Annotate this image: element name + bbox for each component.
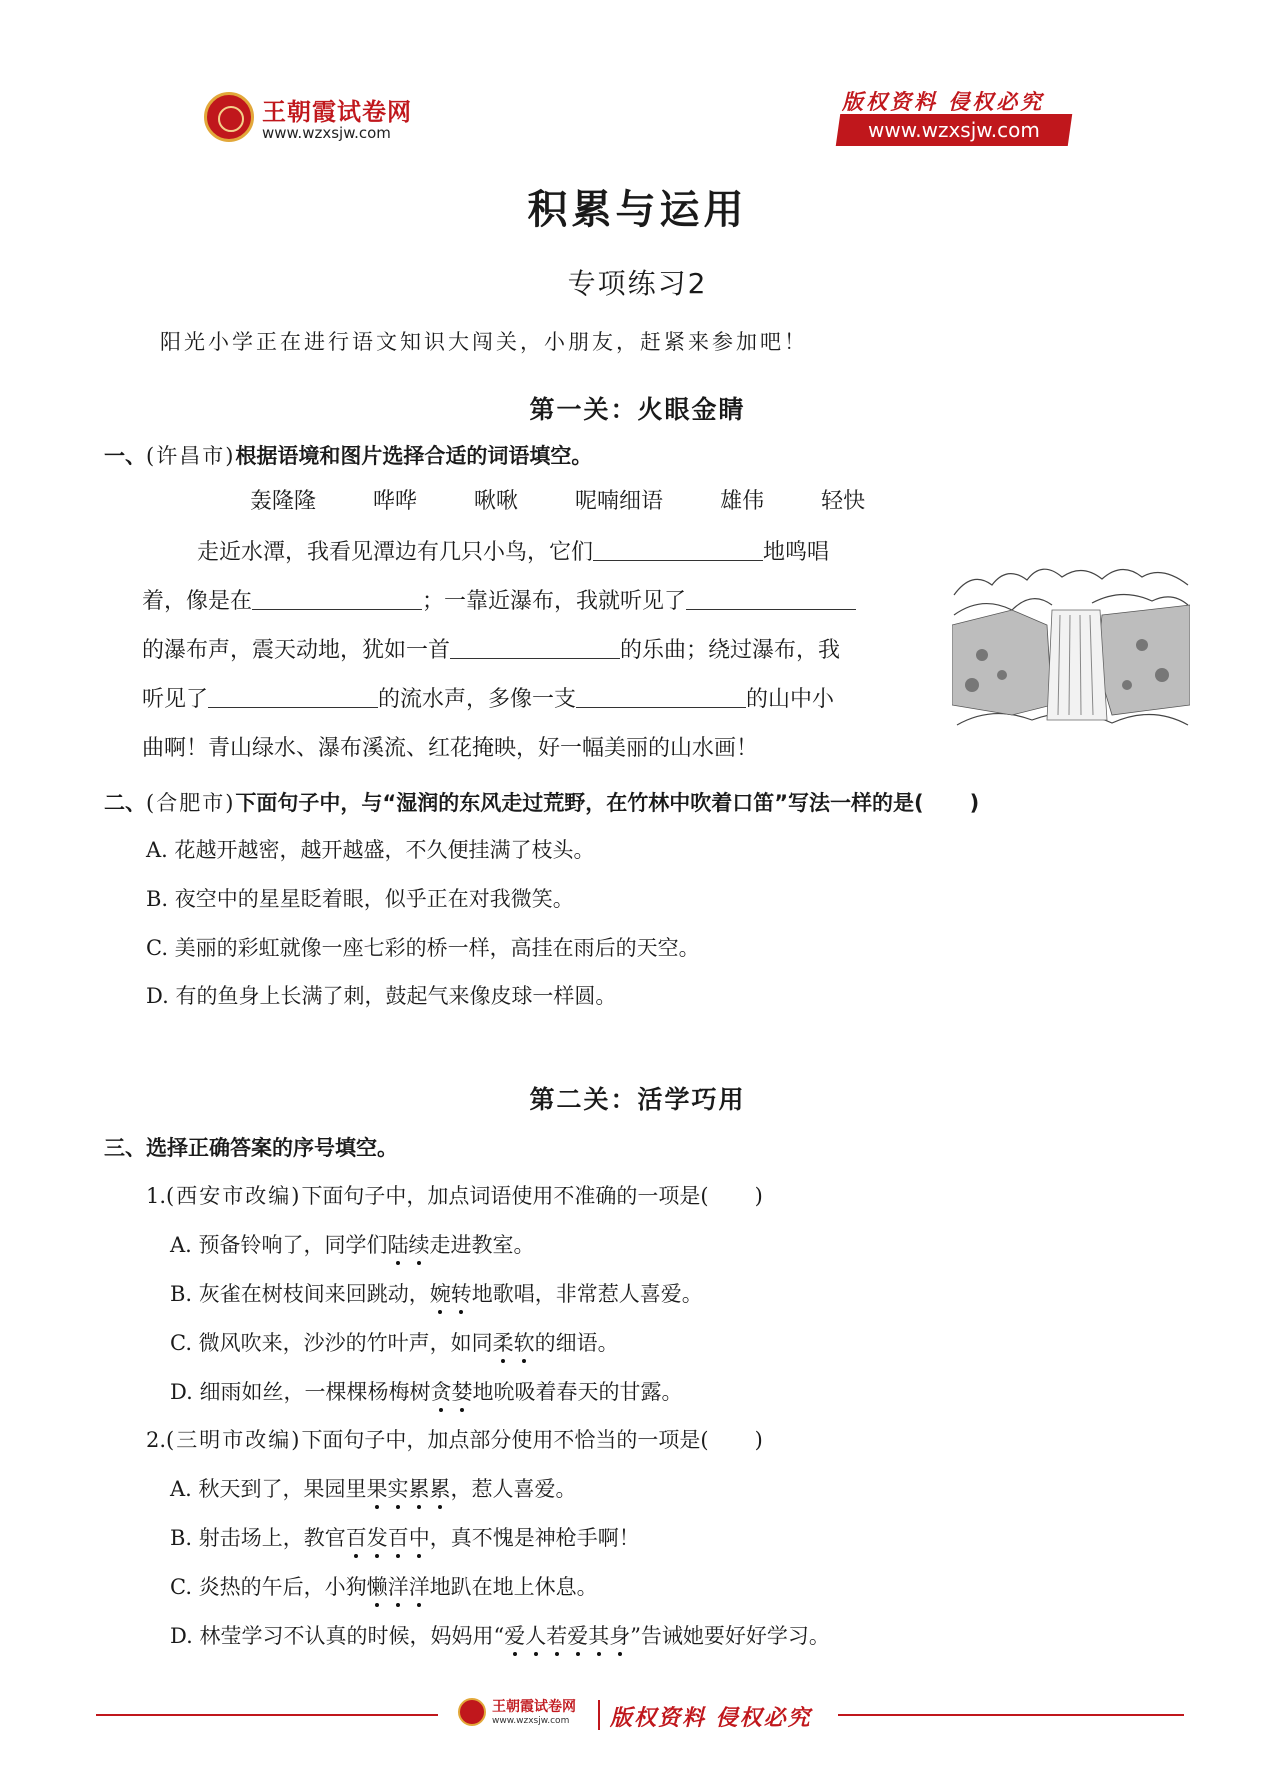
passage-text: 地鸣唱 (763, 540, 830, 565)
seal-logo-icon (458, 1698, 486, 1726)
question-3-heading (104, 1132, 398, 1162)
dotted-word (367, 1575, 430, 1599)
dotted-word (430, 1380, 472, 1404)
dotted-char: 柔 (492, 1331, 514, 1355)
logo-name: 王朝霞试卷网 (262, 98, 412, 126)
word-option: 呢喃细语 (575, 489, 664, 514)
dotted-char: 百 (387, 1526, 409, 1550)
dotted-char: 续 (408, 1233, 430, 1257)
q1-source: (许昌市) (146, 444, 236, 468)
sub1-text: 下面句子中，加点词语使用不准确的一项是( (301, 1184, 709, 1208)
option-text: 地趴在地上休息。 (429, 1575, 598, 1599)
dotted-char: 若 (546, 1624, 568, 1648)
sub2-text: 下面句子中，加点部分使用不恰当的一项是( (301, 1428, 709, 1452)
dotted-char: 百 (345, 1526, 367, 1550)
q2-close: ) (969, 791, 980, 815)
option-text: 地吮吸着春天的甘露。 (472, 1380, 683, 1404)
dotted-char: 软 (513, 1331, 535, 1355)
subquestion-1 (146, 1180, 763, 1210)
dotted-char: 中 (408, 1526, 430, 1550)
fill-blank-passage (142, 528, 922, 773)
q2-option-a: A. 花越开越密，越开越盛，不久便挂满了枝头。 (146, 838, 595, 862)
q3-number: 三、 (104, 1136, 146, 1160)
passage-text: 走近水潭，我看见潭边有几只小鸟，它们 (197, 540, 594, 565)
word-option: 轰隆隆 (250, 489, 317, 514)
footer-logo-name: 王朝霞试卷网 (492, 1699, 576, 1715)
dotted-char: 洋 (408, 1575, 430, 1599)
option-text: D. 林莹学习不认真的时候，妈妈用“ (170, 1624, 505, 1648)
dotted-char: 爱 (504, 1624, 526, 1648)
sub2-close: ) (754, 1428, 763, 1452)
dotted-char: 洋 (387, 1575, 409, 1599)
page-title: 积累与运用 (527, 187, 748, 233)
sub1-source: (西安市改编) (166, 1184, 302, 1208)
option-text: 地歌唱，非常惹人喜爱。 (471, 1282, 703, 1306)
q2-option-c: C. 美丽的彩虹就像一座七彩的桥一样，高挂在雨后的天空。 (146, 936, 700, 960)
dotted-char: 陆 (387, 1233, 409, 1257)
sub2-option-c (170, 1571, 598, 1601)
option-text: 的细语。 (534, 1331, 619, 1355)
q2-number: 二、 (104, 791, 146, 815)
footer-rule-left (96, 1714, 438, 1716)
passage-text: 的山中小 (746, 687, 835, 712)
sub2-source: (三明市改编) (166, 1428, 302, 1452)
dotted-char: 发 (366, 1526, 388, 1550)
url-banner (836, 114, 1072, 146)
dotted-char: 累 (429, 1477, 451, 1501)
passage-text: ；一靠近瀑布，我就听见了 (422, 589, 687, 614)
footer-copyright: 版权资料 侵权必究 (610, 1705, 812, 1731)
subquestion-2 (146, 1424, 763, 1454)
blank-1[interactable] (593, 538, 763, 561)
dotted-char: 其 (588, 1624, 610, 1648)
q2-text: 下面句子中，与“湿润的东风走过荒野，在竹林中吹着口笛”写法一样的是( (235, 791, 924, 815)
dotted-char: 累 (408, 1477, 430, 1501)
dotted-word (346, 1526, 430, 1550)
word-bank (250, 484, 915, 515)
logo-url: www.wzxsjw.com (262, 124, 391, 142)
blank-2[interactable] (252, 587, 422, 610)
option-text: 走进教室。 (429, 1233, 535, 1257)
dotted-char: 婉 (429, 1282, 451, 1306)
seal-logo-icon (204, 92, 254, 142)
option-text: D. 细雨如丝，一棵棵杨梅树 (170, 1380, 431, 1404)
passage-text: 的瀑布声，震天动地，犹如一首 (142, 638, 451, 663)
header-logo (204, 88, 444, 148)
word-option: 哗哗 (373, 489, 418, 514)
dotted-char: 人 (525, 1624, 547, 1648)
passage-text: 的流水声，多像一支 (378, 687, 577, 712)
blank-3[interactable] (686, 587, 856, 610)
question-1-heading (104, 440, 592, 470)
sub1-close: ) (754, 1184, 763, 1208)
footer-divider (598, 1700, 600, 1730)
option-text: C. 微风吹来，沙沙的竹叶声，如同 (170, 1331, 493, 1355)
footer-logo (458, 1694, 598, 1734)
dotted-char: 果 (366, 1477, 388, 1501)
q1-number: 一、 (104, 444, 146, 468)
dotted-char: 身 (609, 1624, 631, 1648)
footer-rule-right (838, 1714, 1184, 1716)
dotted-char: 爱 (567, 1624, 589, 1648)
sub1-option-b (170, 1278, 703, 1308)
option-text: A. 秋天到了，果园里 (170, 1477, 367, 1501)
blank-4[interactable] (450, 636, 620, 659)
sub2-option-a (170, 1473, 577, 1503)
word-option: 轻快 (821, 489, 866, 514)
word-option: 雄伟 (720, 489, 765, 514)
option-text: ，真不愧是神枪手啊！ (429, 1526, 640, 1550)
passage-line (142, 528, 922, 577)
waterfall-illustration (952, 555, 1190, 733)
sub2-number: 2. (146, 1428, 167, 1452)
url-banner-text: www.wzxsjw.com (868, 118, 1040, 142)
page-subtitle: 专项练习2 (567, 267, 708, 300)
blank-6[interactable] (576, 685, 746, 708)
passage-line (142, 626, 922, 675)
option-text: A. 预备铃响了，同学们 (170, 1233, 388, 1257)
dotted-word (430, 1282, 472, 1306)
dotted-word (493, 1331, 535, 1355)
sub2-option-d (170, 1620, 830, 1650)
dotted-char: 懒 (366, 1575, 388, 1599)
option-text: ，惹人喜爱。 (450, 1477, 577, 1501)
passage-text: 曲啊！青山绿水、瀑布溪流、红花掩映，好一幅美丽的山水画！ (142, 736, 759, 761)
dotted-char: 转 (450, 1282, 472, 1306)
level-1-heading: 第一关：火眼金睛 (529, 395, 746, 424)
dotted-char: 婪 (451, 1380, 473, 1404)
sub1-option-d (170, 1376, 682, 1406)
dotted-word (388, 1233, 430, 1257)
intro-text: 阳光小学正在进行语文知识大闯关，小朋友，赶紧来参加吧！ (160, 330, 808, 354)
footer-logo-url: www.wzxsjw.com (492, 1716, 570, 1726)
q3-text: 选择正确答案的序号填空。 (146, 1136, 398, 1160)
level-2-heading: 第二关：活学巧用 (529, 1085, 746, 1114)
passage-text: 着，像是在 (142, 589, 253, 614)
sub1-number: 1. (146, 1184, 167, 1208)
q2-source: (合肥市) (146, 791, 236, 815)
question-2-heading (104, 787, 979, 817)
passage-line (142, 577, 922, 626)
copyright-notice: 版权资料 侵权必究 (842, 89, 1045, 114)
q2-option-b: B. 夜空中的星星眨着眼，似乎正在对我微笑。 (146, 887, 574, 911)
sub1-option-a (170, 1229, 535, 1259)
passage-line (142, 675, 922, 724)
dotted-word (367, 1477, 451, 1501)
option-text: ”告诫她要好好学习。 (630, 1624, 830, 1648)
dotted-word (504, 1624, 630, 1648)
word-option: 啾啾 (474, 489, 519, 514)
dotted-char: 贪 (430, 1380, 452, 1404)
passage-line (142, 724, 922, 773)
blank-5[interactable] (208, 685, 378, 708)
option-text: B. 射击场上，教官 (170, 1526, 346, 1550)
option-text: C. 炎热的午后，小狗 (170, 1575, 367, 1599)
passage-text: 的乐曲；绕过瀑布，我 (620, 638, 841, 663)
sub1-option-c (170, 1327, 619, 1357)
passage-text: 听见了 (142, 687, 209, 712)
dotted-char: 实 (387, 1477, 409, 1501)
q2-option-d: D. 有的鱼身上长满了刺，鼓起气来像皮球一样圆。 (146, 984, 617, 1008)
q1-text: 根据语境和图片选择合适的词语填空。 (235, 444, 593, 468)
sub2-option-b (170, 1522, 640, 1552)
option-text: B. 灰雀在树枝间来回跳动， (170, 1282, 430, 1306)
